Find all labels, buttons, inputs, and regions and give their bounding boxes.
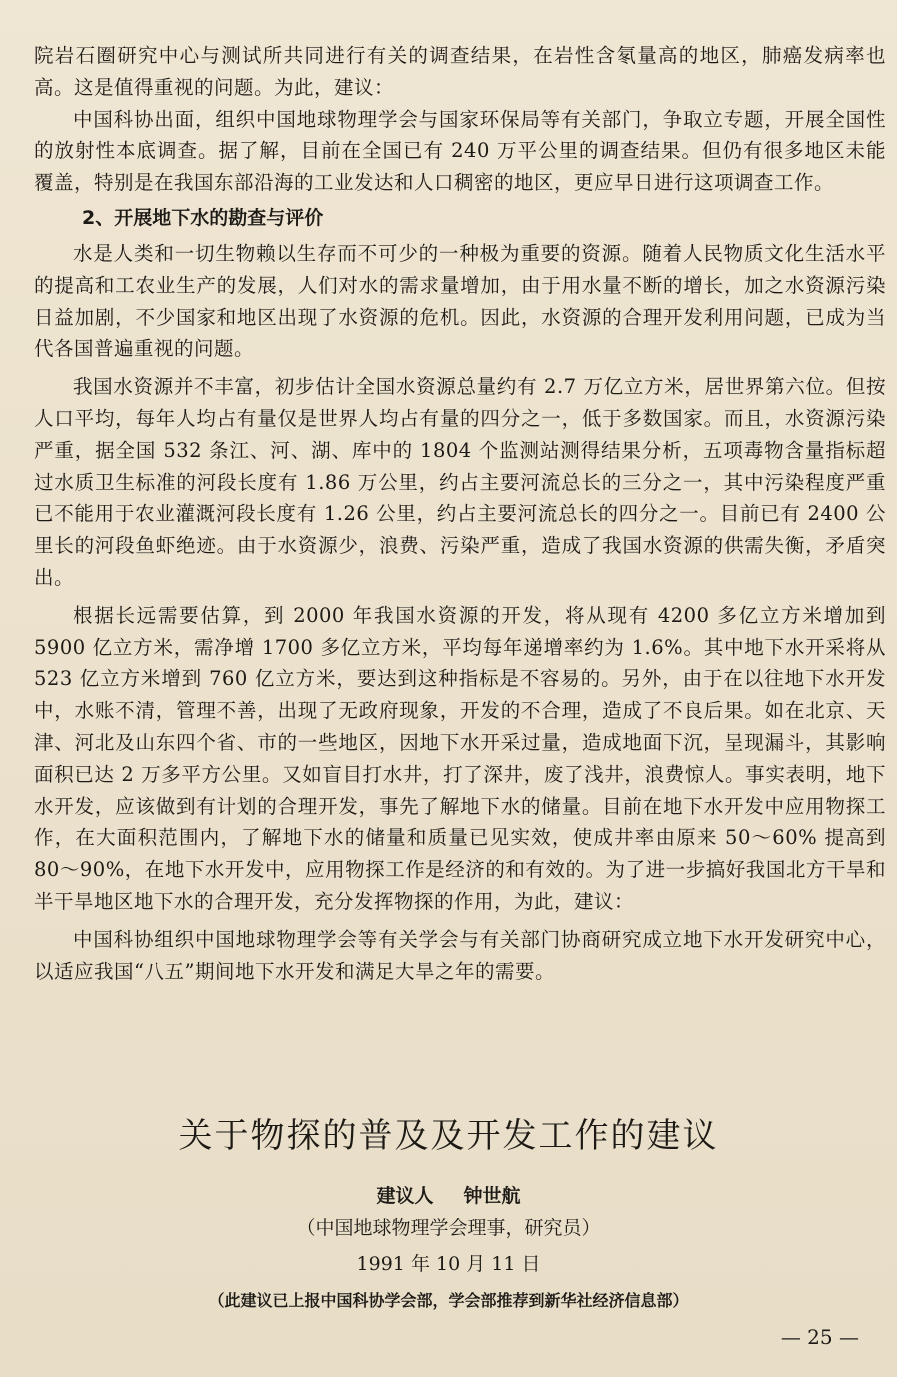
submission-note: （此建议已上报中国科协学会部，学会部推荐到新华社经济信息部） [208, 1291, 689, 1310]
proposal-date: 1991 年 10 月 11 日 [356, 1253, 541, 1275]
body-text-column [34, 40, 886, 987]
paragraph-groundwater-demand: 根据长远需要估算，到 2000 年我国水资源的开发，将从现有 4200 多亿立方米增加到 5900 亿立方米，需净增 1700 多亿立方米，平均每年递增率约为 1.6%。其中地下水开采将从 523 亿立方米增到 760 亿立方米，要达到这种指标是不容易的。另外，由于在以往地下水开发中，水账不清，管理不善，出现了无政府现象，开发的不合理，造成了不良后果。如在北京、天津、河北及山东四个省、市的一些地区，因地下水开采过量，造成地面下沉，呈现漏斗，其影响面积已达 2 万多平方公里。又如盲目打水井，打了深井，废了浅井，浪费惊人。事实表明，地下水开发，应该做到有计划的合理开发，事先了解地下水的储量。目前在地下水开发中应用物探工作，在大面积范围内，了解地下水的储量和质量已见实效，使成井率由原来 50～60% 提高到 80～90%，在地下水开发中，应用物探工作是经济的和有效的。为了进一步搞好我国北方干旱和半干旱地区地下水的合理开发，充分发挥物探的作用，为此，建议： [34, 603, 886, 913]
paragraph-water-resources-status: 我国水资源并不丰富，初步估计全国水资源总量约有 2.7 万亿立方米，居世界第六位。但按人口平均，每年人均占有量仅是世界人均占有量的四分之一，低于多数国家。而且，水资源污染严重，据全国 532 条江、河、湖、库中的 1804 个监测站测得结果分析，五项毒物含量指标超过水质卫生标准的河段长度有 1.86 万公里，约占主要河流总长的三分之一，其中污染程度严重已不能用于农业灌溉河段长度有 1.26 公里，约占主要河流总长的四分之一。目前已有 2400 公里长的河段鱼虾绝迹。由于水资源少，浪费、污染严重，造成了我国水资源的供需失衡，矛盾突出。 [34, 375, 886, 589]
page-number: — 25 — [780, 1325, 859, 1349]
article-title: 关于物探的普及及开发工作的建议 [178, 1116, 719, 1156]
paragraph-water-importance: 水是人类和一切生物赖以生存而不可少的一种极为重要的资源。随着人民物质文化生活水平的提高和工农业生产的发展，人们对水的需求量增加，由于用水量不断的增长，加之水资源污染日益加剧，不少国家和地区出现了水资源的危机。因此，水资源的合理开发利用问题，已成为当代各国普遍重视的问题。 [34, 241, 886, 361]
proposer-affiliation: （中国地球物理学会理事，研究员） [296, 1217, 601, 1239]
proposer-label: 建议人 [376, 1185, 434, 1207]
proposer-name: 钟世航 [463, 1185, 521, 1207]
paragraph-radon-conclusion: 院岩石圈研究中心与测试所共同进行有关的调查结果，在岩性含氡量高的地区，肺癌发病率也高。这是值得重视的问题。为此，建议： [34, 44, 886, 99]
paragraph-groundwater-center-proposal: 中国科协组织中国地球物理学会等有关学会与有关部门协商研究成立地下水开发研究中心，以适应我国“八五”期间地下水开发和满足大旱之年的需要。 [34, 927, 886, 983]
paragraph-radiation-survey-proposal: 中国科协出面，组织中国地球物理学会与国家环保局等有关部门，争取立专题，开展全国性的放射性本底调查。据了解，目前在全国已有 240 万平公里的调查结果。但仍有很多地区未能覆盖，特别是在我国东部沿海的工业发达和人口稠密的地区，更应早日进行这项调查工作。 [34, 107, 886, 195]
section-heading-groundwater: 2、开展地下水的勘查与评价 [82, 206, 324, 229]
proposer-line [0, 1181, 897, 1211]
